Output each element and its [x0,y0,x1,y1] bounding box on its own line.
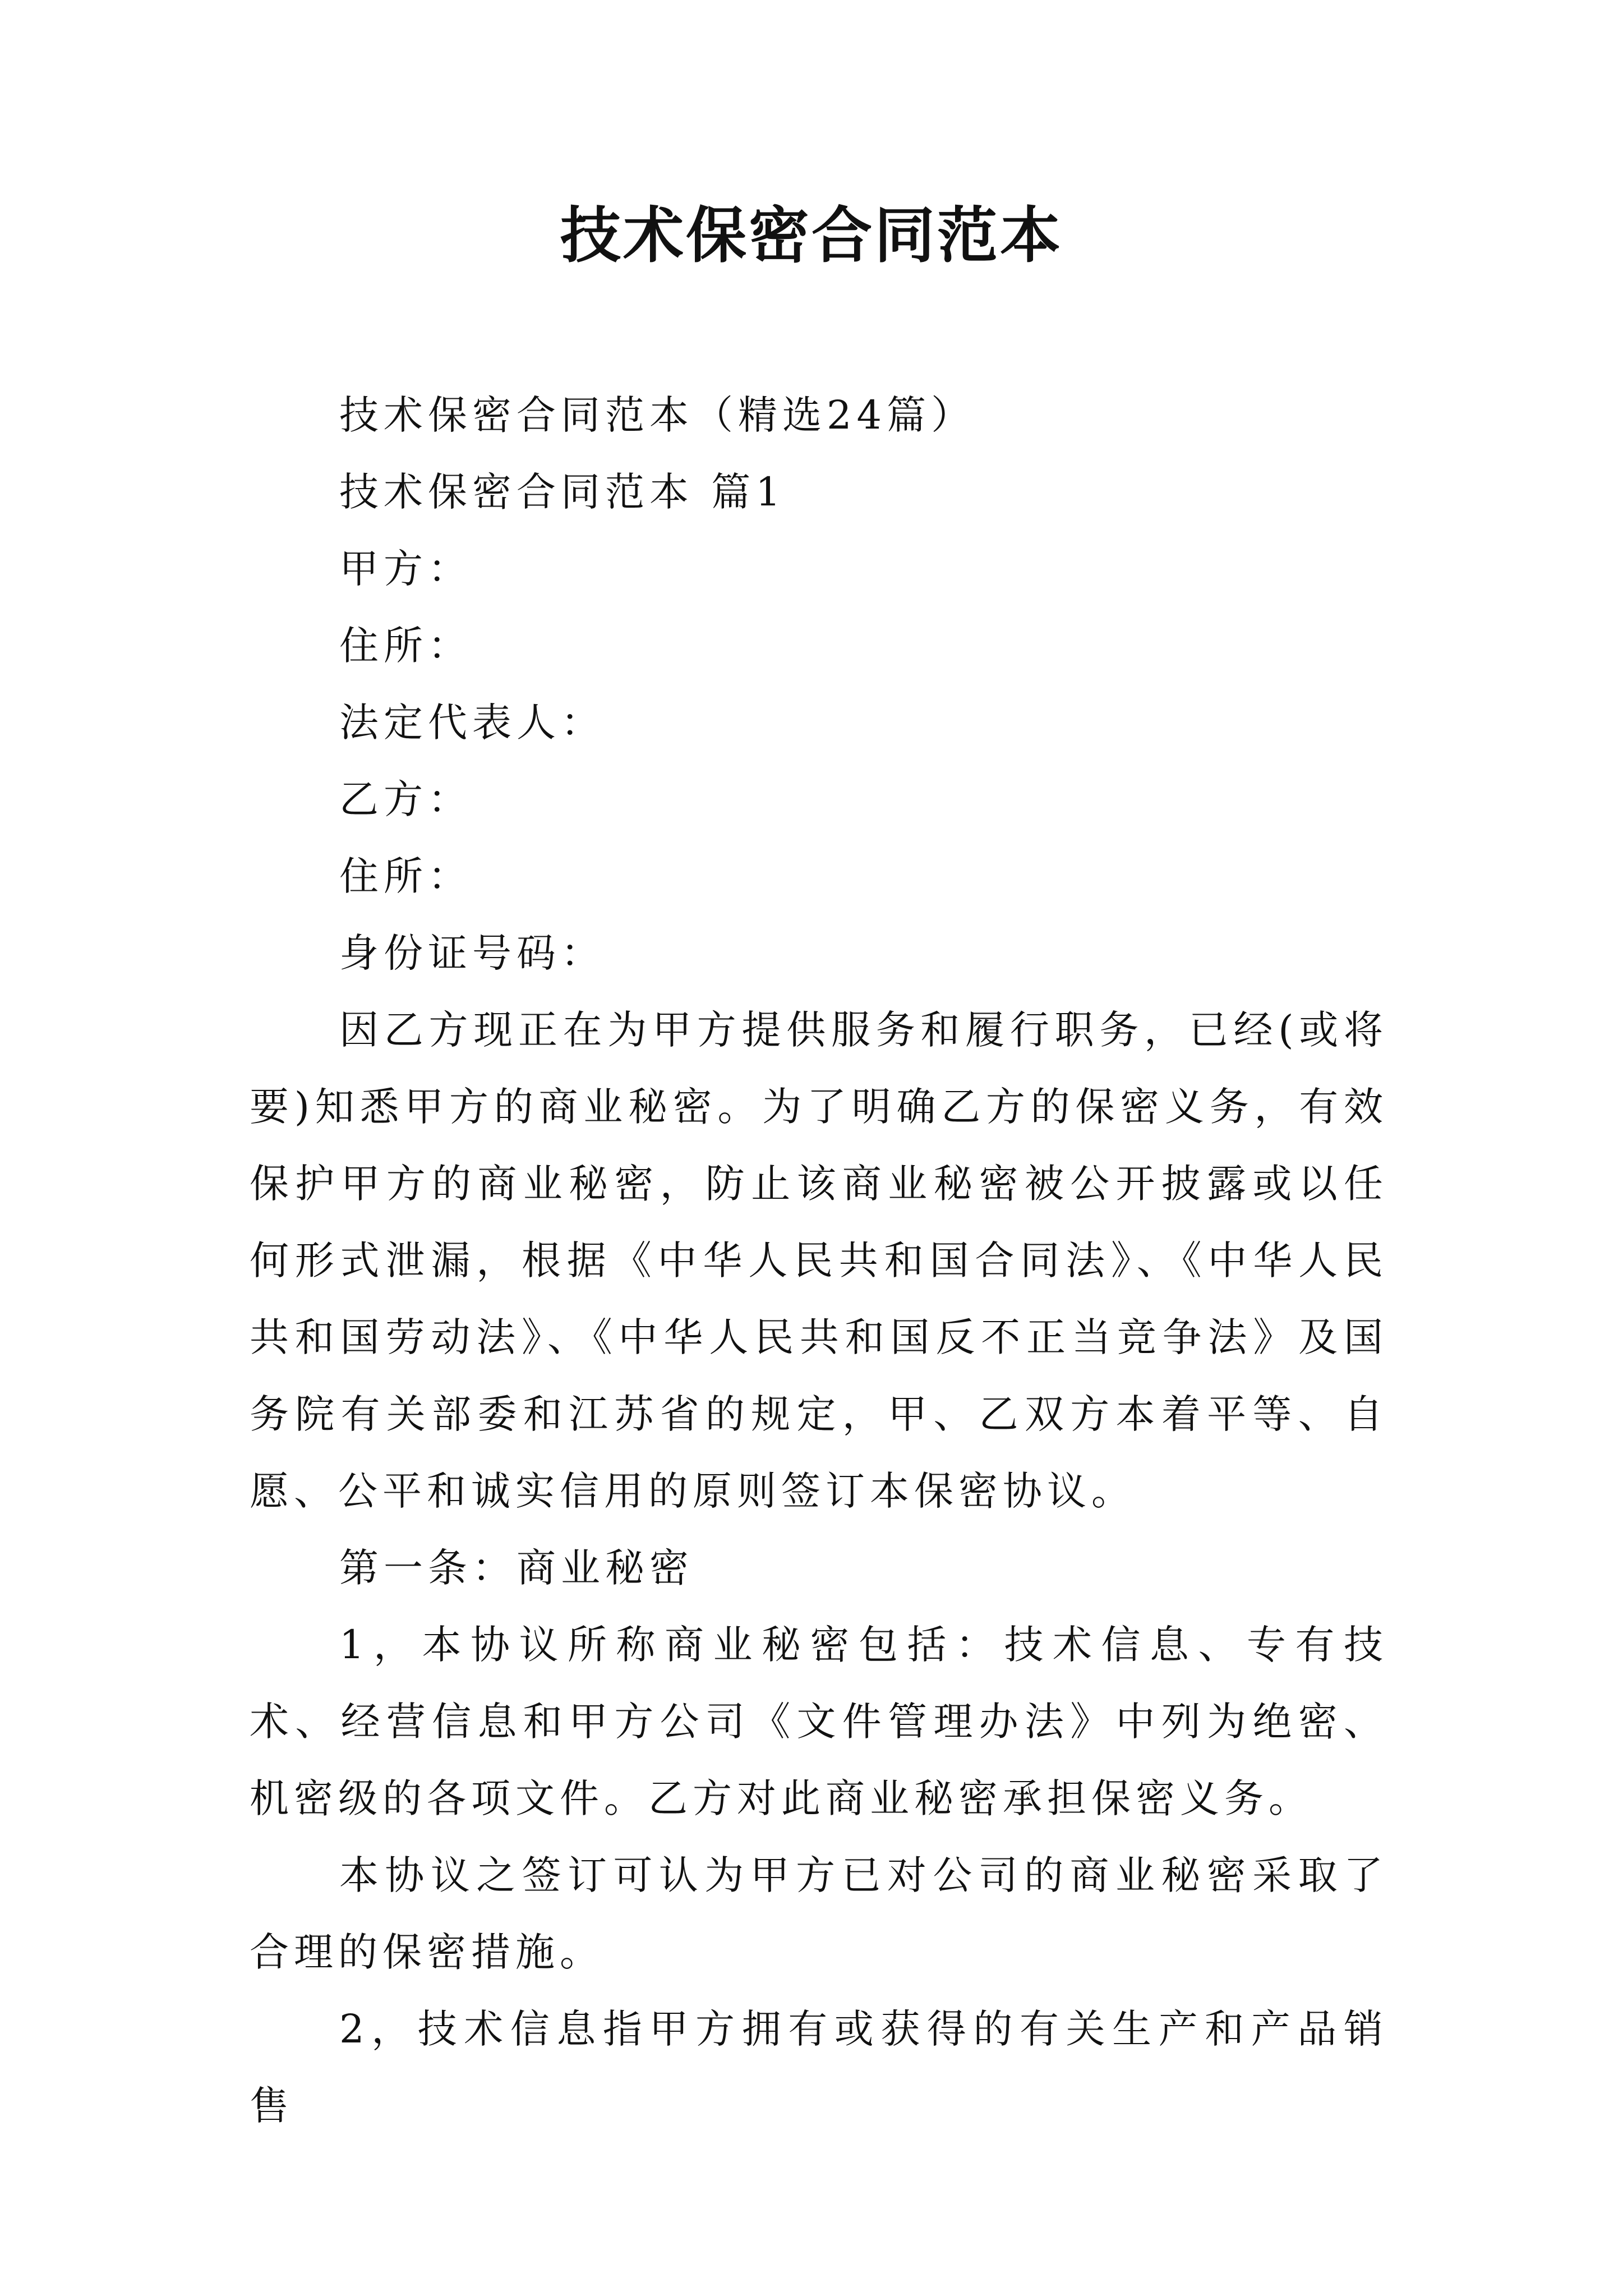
field-party-a-address: 住所： [339,623,472,669]
article-heading: 第一条：商业秘密 [339,1545,694,1591]
document-title: 技术保密合同范本 [560,200,1063,271]
paragraph-clause-1: 1，本协议所称商业秘密包括：技术信息、专有技术、经营信息和甲方公司《文件管理办法》中列为绝密、机密级的各项文件。乙方对此商业秘密承担保密义务。 [250,1622,1388,1821]
paragraph-subtitle: 技术保密合同范本（精选24篇） [339,392,976,438]
document-body [250,377,1388,2145]
field-party-b: 乙方： [339,776,472,822]
paragraph-section-heading: 技术保密合同范本 篇1 [339,469,786,515]
field-party-b-address: 住所： [339,853,472,899]
field-party-a: 甲方： [339,546,472,592]
field-id-number: 身份证号码： [339,930,605,976]
paragraph-clause-2: 2，技术信息指甲方拥有或获得的有关生产和产品销售 [250,2006,1388,2129]
paragraph-clause-note: 本协议之签订可认为甲方已对公司的商业秘密采取了合理的保密措施。 [250,1852,1388,1975]
paragraph-preamble: 因乙方现正在为甲方提供服务和履行职务，已经(或将要)知悉甲方的商业秘密。为了明确乙方的保密义务，有效保护甲方的商业秘密，防止该商业秘密被公开披露或以任何形式泄漏，根据《中华人民共和国合同法》、《中华人民共和国劳动法》、《中华人民共和国反不正当竞争法》及国务院有关部委和江苏省的规定，甲、乙双方本着平等、自愿、公平和诚实信用的原则签订本保密协议。 [250,1007,1388,1514]
field-legal-representative: 法定代表人： [339,700,605,746]
